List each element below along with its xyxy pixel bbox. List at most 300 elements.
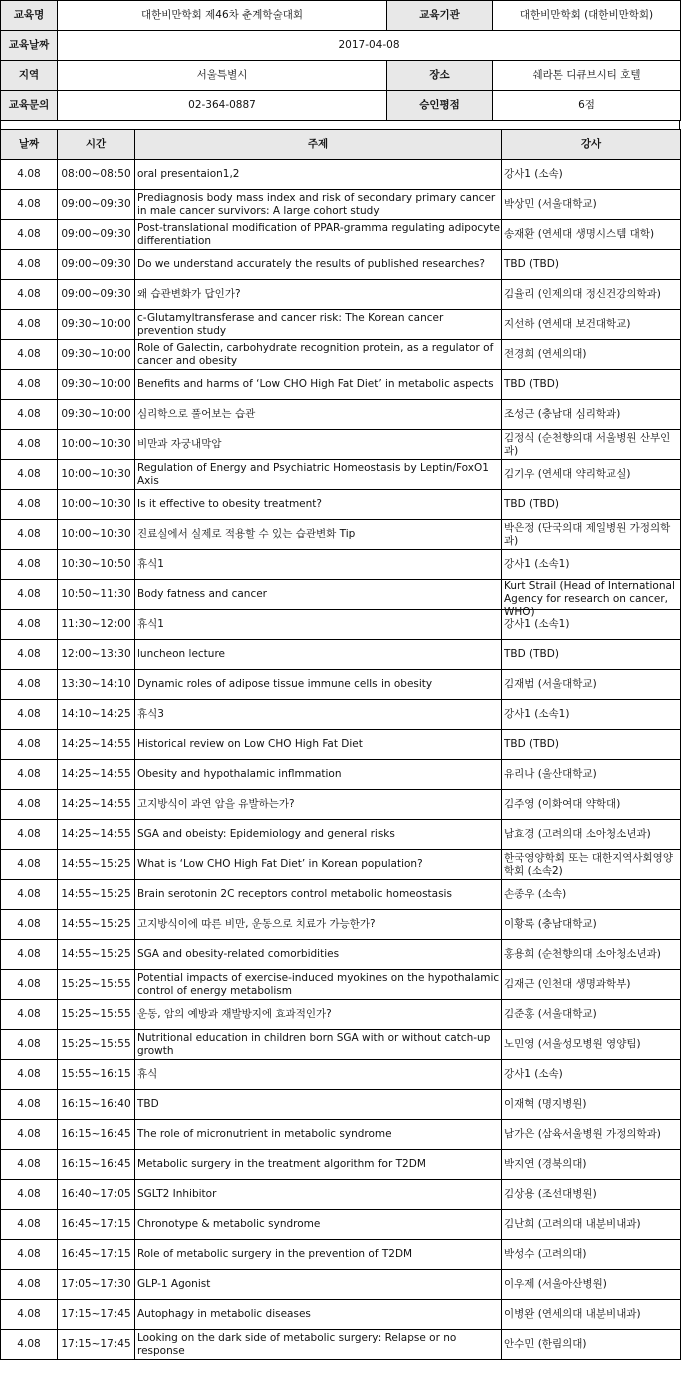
- session-date: [1, 400, 58, 430]
- session-time: [58, 400, 135, 430]
- session-time-text: 09:30~10:00: [61, 348, 131, 360]
- session-topic: [135, 1300, 502, 1330]
- session-speaker-text: TBD (TBD): [504, 648, 559, 660]
- session-speaker: [502, 910, 681, 940]
- session-date-text: 4.08: [17, 1278, 41, 1290]
- session-date: [1, 1180, 58, 1210]
- table-row: [1, 490, 681, 520]
- schedule-table: [0, 129, 681, 1360]
- session-time-text: 12:00~13:30: [61, 648, 131, 660]
- session-date: [1, 580, 58, 610]
- session-date: [1, 610, 58, 640]
- session-speaker-text: 김재근 (인천대 생명과학부): [504, 978, 631, 990]
- table-row: [1, 1180, 681, 1210]
- session-time: [58, 250, 135, 280]
- credits-label: 승인평점: [387, 91, 493, 121]
- session-date: [1, 1300, 58, 1330]
- session-date-text: 4.08: [17, 378, 41, 390]
- header-topic: 주제: [135, 130, 502, 160]
- session-date-text: 4.08: [17, 948, 41, 960]
- session-date-text: 4.08: [17, 858, 41, 870]
- session-date-text: 4.08: [17, 738, 41, 750]
- session-time-text: 16:15~16:45: [61, 1128, 131, 1140]
- header-time: 시간: [58, 130, 135, 160]
- venue-label: 장소: [387, 61, 493, 91]
- session-topic: [135, 340, 502, 370]
- session-time-text: 10:00~10:30: [61, 468, 131, 480]
- session-speaker-text: 김주영 (이화여대 약학대): [504, 798, 621, 810]
- session-speaker-text: 이병완 (연세의대 내분비내과): [504, 1308, 641, 1320]
- session-topic-text: 휴식1: [137, 618, 164, 630]
- session-speaker-text: TBD (TBD): [504, 498, 559, 510]
- table-row: [1, 610, 681, 640]
- session-speaker: [502, 490, 681, 520]
- session-topic-text: GLP-1 Agonist: [137, 1278, 211, 1290]
- table-row: [1, 1240, 681, 1270]
- session-time: [58, 820, 135, 850]
- table-row: [1, 250, 681, 280]
- session-time-text: 14:25~14:55: [61, 798, 131, 810]
- table-row: [1, 760, 681, 790]
- session-date-text: 4.08: [17, 258, 41, 270]
- session-topic: [135, 1000, 502, 1030]
- session-topic: [135, 970, 502, 1000]
- table-row: [1, 550, 681, 580]
- session-time-text: 11:30~12:00: [61, 618, 131, 630]
- session-date-text: 4.08: [17, 918, 41, 930]
- table-row: [1, 700, 681, 730]
- session-time: [58, 340, 135, 370]
- session-date-text: 4.08: [17, 768, 41, 780]
- session-topic-text: Body fatness and cancer: [137, 588, 267, 600]
- session-speaker-text: 남효경 (고려의대 소아청소년과): [504, 828, 651, 840]
- session-date-text: 4.08: [17, 408, 41, 420]
- session-topic: [135, 490, 502, 520]
- session-time: [58, 370, 135, 400]
- session-time: [58, 910, 135, 940]
- session-topic: [135, 430, 502, 460]
- table-row: [1, 850, 681, 880]
- session-time-text: 14:55~15:25: [61, 888, 131, 900]
- session-date-text: 4.08: [17, 1248, 41, 1260]
- session-time-text: 17:15~17:45: [61, 1308, 131, 1320]
- session-date: [1, 640, 58, 670]
- session-topic-text: SGA and obesity-related comorbidities: [137, 948, 340, 960]
- table-row: [1, 340, 681, 370]
- session-date: [1, 700, 58, 730]
- session-time-text: 15:25~15:55: [61, 1008, 131, 1020]
- session-time: [58, 280, 135, 310]
- session-topic-text: Potential impacts of exercise-induced myokines on the hypothalamic control of energy metabolism: [137, 971, 500, 997]
- session-topic-text: Metabolic surgery in the treatment algorithm for T2DM: [137, 1158, 426, 1170]
- session-speaker: [502, 820, 681, 850]
- session-date-text: 4.08: [17, 828, 41, 840]
- session-speaker: [502, 700, 681, 730]
- session-time-text: 17:15~17:45: [61, 1338, 131, 1350]
- session-time: [58, 1240, 135, 1270]
- session-topic-text: Chronotype & metabolic syndrome: [137, 1218, 321, 1230]
- session-speaker-text: 김율리 (인제의대 정신건강의학과): [504, 288, 661, 300]
- table-row: [1, 1030, 681, 1060]
- session-date-text: 4.08: [17, 888, 41, 900]
- session-speaker: [502, 460, 681, 490]
- table-row: [1, 430, 681, 460]
- session-speaker: [502, 1240, 681, 1270]
- session-date-text: 4.08: [17, 1308, 41, 1320]
- session-speaker-text: 김상용 (조선대병원): [504, 1188, 597, 1200]
- session-date: [1, 760, 58, 790]
- session-speaker: [502, 850, 681, 880]
- session-topic-text: SGLT2 Inhibitor: [137, 1188, 217, 1200]
- session-speaker: [502, 250, 681, 280]
- session-date-text: 4.08: [17, 1068, 41, 1080]
- session-topic: [135, 1060, 502, 1090]
- session-time-text: 09:30~10:00: [61, 408, 131, 420]
- table-row: [1, 1000, 681, 1030]
- session-speaker: [502, 1120, 681, 1150]
- session-topic-text: The role of micronutrient in metabolic syndrome: [137, 1128, 392, 1140]
- course-name-label: 교육명: [1, 1, 58, 31]
- session-time: [58, 1030, 135, 1060]
- table-row: [1, 670, 681, 700]
- session-time-text: 10:00~10:30: [61, 498, 131, 510]
- session-topic: [135, 940, 502, 970]
- session-time-text: 09:00~09:30: [61, 288, 131, 300]
- session-topic: [135, 1030, 502, 1060]
- session-time-text: 10:30~10:50: [61, 558, 131, 570]
- session-topic: [135, 790, 502, 820]
- session-topic-text: Is it effective to obesity treatment?: [137, 498, 322, 510]
- session-time: [58, 520, 135, 550]
- region-label: 지역: [1, 61, 58, 91]
- session-time-text: 15:25~15:55: [61, 1038, 131, 1050]
- table-row: [1, 940, 681, 970]
- session-time: [58, 580, 135, 610]
- session-speaker-text: 강사1 (소속1): [504, 558, 570, 570]
- session-speaker: [502, 1330, 681, 1360]
- session-topic: [135, 730, 502, 760]
- session-time: [58, 160, 135, 190]
- session-speaker-text: 김재범 (서울대학교): [504, 678, 597, 690]
- table-row: [1, 1330, 681, 1360]
- session-speaker-text: 전경희 (연세의대): [504, 348, 587, 360]
- session-topic: [135, 250, 502, 280]
- session-time: [58, 1300, 135, 1330]
- session-time-text: 16:45~17:15: [61, 1218, 131, 1230]
- contact-value: 02-364-0887: [58, 91, 387, 121]
- table-row: [1, 1060, 681, 1090]
- session-topic: [135, 880, 502, 910]
- date-label: 교육날짜: [1, 31, 58, 61]
- table-row: [1, 1120, 681, 1150]
- session-time: [58, 880, 135, 910]
- session-date-text: 4.08: [17, 1338, 41, 1350]
- session-time: [58, 610, 135, 640]
- session-date-text: 4.08: [17, 1008, 41, 1020]
- session-speaker-text: 강사1 (소속): [504, 168, 563, 180]
- table-row: [1, 520, 681, 550]
- session-date: [1, 820, 58, 850]
- session-date: [1, 1030, 58, 1060]
- session-speaker-text: 김준홍 (서울대학교): [504, 1008, 597, 1020]
- session-speaker: [502, 640, 681, 670]
- session-topic-text: Autophagy in metabolic diseases: [137, 1308, 311, 1320]
- session-topic: [135, 1180, 502, 1210]
- session-topic: [135, 700, 502, 730]
- session-topic-text: Dynamic roles of adipose tissue immune cells in obesity: [137, 678, 433, 690]
- session-speaker-text: 손종우 (소속): [504, 888, 567, 900]
- session-speaker-text: 박상민 (서울대학교): [504, 198, 597, 210]
- session-time-text: 10:00~10:30: [61, 438, 131, 450]
- table-row: [1, 790, 681, 820]
- session-time-text: 17:05~17:30: [61, 1278, 131, 1290]
- session-speaker: [502, 730, 681, 760]
- session-date: [1, 550, 58, 580]
- session-speaker: [502, 1090, 681, 1120]
- session-speaker-text: TBD (TBD): [504, 258, 559, 270]
- session-speaker-text: 박은정 (단국의대 제일병원 가정의학과): [504, 521, 671, 547]
- session-date: [1, 430, 58, 460]
- session-time-text: 14:55~15:25: [61, 858, 131, 870]
- session-topic: [135, 610, 502, 640]
- session-time-text: 09:00~09:30: [61, 228, 131, 240]
- session-speaker-text: 박지연 (경북의대): [504, 1158, 587, 1170]
- session-topic-text: Prediagnosis body mass index and risk of secondary primary cancer in male cancer survivors: A large cohort study: [137, 191, 496, 217]
- session-date-text: 4.08: [17, 348, 41, 360]
- session-date: [1, 220, 58, 250]
- session-date-text: 4.08: [17, 1158, 41, 1170]
- session-time: [58, 970, 135, 1000]
- session-time: [58, 190, 135, 220]
- session-speaker: [502, 1060, 681, 1090]
- session-speaker-text: 박성수 (고려의대): [504, 1248, 587, 1260]
- session-date-text: 4.08: [17, 1128, 41, 1140]
- table-row: [1, 640, 681, 670]
- session-topic-text: Brain serotonin 2C receptors control metabolic homeostasis: [137, 888, 452, 900]
- session-topic: [135, 1210, 502, 1240]
- session-date-text: 4.08: [17, 588, 41, 600]
- session-time: [58, 550, 135, 580]
- session-date-text: 4.08: [17, 1098, 41, 1110]
- session-date-text: 4.08: [17, 1218, 41, 1230]
- session-speaker: [502, 190, 681, 220]
- session-speaker: [502, 550, 681, 580]
- date-value: 2017-04-08: [58, 31, 681, 61]
- session-speaker-text: 송재환 (연세대 생명시스템 대학): [504, 228, 655, 240]
- session-speaker: [502, 520, 681, 550]
- session-topic-text: SGA and obeisty: Epidemiology and general risks: [137, 828, 395, 840]
- session-topic: [135, 1090, 502, 1120]
- credits-value: 6점: [493, 91, 681, 121]
- venue-value: 쉐라톤 디큐브시티 호텔: [493, 61, 681, 91]
- session-speaker-text: TBD (TBD): [504, 738, 559, 750]
- session-time: [58, 1210, 135, 1240]
- session-speaker-text: 한국영양학회 또는 대한지역사회영양학회 (소속2): [504, 851, 673, 877]
- session-date-text: 4.08: [17, 318, 41, 330]
- table-row: [1, 580, 681, 610]
- session-time-text: 15:55~16:15: [61, 1068, 131, 1080]
- session-topic-text: c-Glutamyltransferase and cancer risk: The Korean cancer prevention study: [137, 311, 444, 337]
- session-topic: [135, 400, 502, 430]
- session-speaker: [502, 580, 681, 618]
- session-topic-text: TBD: [137, 1098, 159, 1110]
- session-time: [58, 220, 135, 250]
- session-date-text: 4.08: [17, 498, 41, 510]
- session-speaker: [502, 370, 681, 400]
- session-topic-text: 심리학으로 풀어보는 습관: [137, 408, 256, 420]
- session-speaker: [502, 430, 681, 460]
- session-topic-text: Regulation of Energy and Psychiatric Homeostasis by Leptin/FoxO1 Axis: [137, 461, 489, 487]
- session-time: [58, 1120, 135, 1150]
- session-topic: [135, 1120, 502, 1150]
- session-topic: [135, 370, 502, 400]
- session-topic: [135, 460, 502, 490]
- table-row: [1, 190, 681, 220]
- session-time-text: 16:15~16:45: [61, 1158, 131, 1170]
- session-topic: [135, 1270, 502, 1300]
- session-time: [58, 1090, 135, 1120]
- session-date-text: 4.08: [17, 648, 41, 660]
- session-speaker: [502, 1270, 681, 1300]
- session-topic-text: oral presentaion1,2: [137, 168, 240, 180]
- session-time-text: 15:25~15:55: [61, 978, 131, 990]
- session-topic-text: Role of metabolic surgery in the prevention of T2DM: [137, 1248, 413, 1260]
- session-speaker-text: 노민영 (서울성모병원 영양팀): [504, 1038, 641, 1050]
- session-speaker: [502, 760, 681, 790]
- table-row: [1, 400, 681, 430]
- session-time: [58, 1060, 135, 1090]
- session-topic: [135, 280, 502, 310]
- session-date: [1, 790, 58, 820]
- session-speaker-text: 김정식 (순천향의대 서울병원 산부인과): [504, 431, 671, 457]
- session-time: [58, 1270, 135, 1300]
- table-row: [1, 820, 681, 850]
- session-topic-text: 고지방식이에 따른 비만, 운동으로 치료가 가능한가?: [137, 918, 376, 930]
- session-speaker: [502, 1180, 681, 1210]
- session-date: [1, 880, 58, 910]
- session-speaker-text: TBD (TBD): [504, 378, 559, 390]
- session-date: [1, 370, 58, 400]
- session-time-text: 14:25~14:55: [61, 738, 131, 750]
- table-row: [1, 880, 681, 910]
- session-date-text: 4.08: [17, 708, 41, 720]
- table-spacer: [0, 121, 680, 129]
- session-speaker-text: 김기우 (연세대 약리학교실): [504, 468, 631, 480]
- session-time: [58, 730, 135, 760]
- session-time: [58, 940, 135, 970]
- session-speaker: [502, 1300, 681, 1330]
- session-speaker-text: 안수민 (한림의대): [504, 1338, 587, 1350]
- session-speaker: [502, 340, 681, 370]
- session-time: [58, 490, 135, 520]
- table-row: [1, 1300, 681, 1330]
- session-topic-text: Nutritional education in children born SGA with or without catch-up growth: [137, 1031, 491, 1057]
- session-speaker: [502, 1210, 681, 1240]
- session-topic: [135, 1150, 502, 1180]
- session-time-text: 14:55~15:25: [61, 918, 131, 930]
- session-date: [1, 1270, 58, 1300]
- table-row: [1, 160, 681, 190]
- session-topic: [135, 670, 502, 700]
- table-row: [1, 910, 681, 940]
- table-row: [1, 1090, 681, 1120]
- table-row: [1, 970, 681, 1000]
- session-speaker-text: 이우제 (서울아산병원): [504, 1278, 607, 1290]
- table-row: [1, 220, 681, 250]
- session-speaker-text: 강사1 (소속1): [504, 618, 570, 630]
- session-time-text: 16:40~17:05: [61, 1188, 131, 1200]
- session-date-text: 4.08: [17, 198, 41, 210]
- session-speaker-text: 이황록 (충남대학교): [504, 918, 597, 930]
- session-speaker: [502, 1030, 681, 1060]
- session-date: [1, 190, 58, 220]
- session-time: [58, 760, 135, 790]
- session-topic-text: 휴식3: [137, 708, 164, 720]
- header-date: 날짜: [1, 130, 58, 160]
- header-speaker: 강사: [502, 130, 681, 160]
- session-speaker-text: 지선하 (연세대 보건대학교): [504, 318, 631, 330]
- session-time: [58, 1000, 135, 1030]
- session-time: [58, 790, 135, 820]
- session-topic: [135, 1330, 502, 1360]
- session-time-text: 10:50~11:30: [61, 588, 131, 600]
- session-time: [58, 430, 135, 460]
- session-speaker: [502, 790, 681, 820]
- session-date: [1, 1120, 58, 1150]
- session-date-text: 4.08: [17, 978, 41, 990]
- session-speaker-text: 홍용희 (순천향의대 소아청소년과): [504, 948, 661, 960]
- session-speaker: [502, 880, 681, 910]
- session-speaker-text: 강사1 (소속): [504, 1068, 563, 1080]
- session-date-text: 4.08: [17, 618, 41, 630]
- session-topic: [135, 190, 502, 220]
- session-date: [1, 160, 58, 190]
- session-date: [1, 730, 58, 760]
- session-date-text: 4.08: [17, 798, 41, 810]
- session-speaker: [502, 220, 681, 250]
- session-date: [1, 250, 58, 280]
- session-topic-text: Post-translational modification of PPAR-gramma regulating adipocyte differentiation: [137, 221, 500, 247]
- session-topic-text: Historical review on Low CHO High Fat Diet: [137, 738, 363, 750]
- session-topic-text: 비만과 자궁내막암: [137, 438, 222, 450]
- session-topic-text: 왜 습관변화가 답인가?: [137, 288, 241, 300]
- session-date-text: 4.08: [17, 228, 41, 240]
- session-topic-text: 진료실에서 실제로 적용할 수 있는 습관변화 Tip: [137, 528, 356, 540]
- session-time-text: 09:00~09:30: [61, 198, 131, 210]
- session-topic: [135, 580, 502, 610]
- session-topic-text: 운동, 암의 예방과 재발방지에 효과적인가?: [137, 1008, 332, 1020]
- session-time-text: 09:30~10:00: [61, 378, 131, 390]
- session-date: [1, 1060, 58, 1090]
- session-time: [58, 1330, 135, 1360]
- session-date-text: 4.08: [17, 678, 41, 690]
- table-row: [1, 310, 681, 340]
- session-topic: [135, 820, 502, 850]
- session-date: [1, 670, 58, 700]
- table-row: [1, 730, 681, 760]
- session-date: [1, 970, 58, 1000]
- session-topic-text: Role of Galectin, carbohydrate recognition protein, as a regulator of cancer and obesity: [137, 341, 494, 367]
- session-topic-text: 휴식: [137, 1068, 158, 1080]
- session-date: [1, 1330, 58, 1360]
- session-time-text: 14:25~14:55: [61, 768, 131, 780]
- session-date: [1, 940, 58, 970]
- session-topic: [135, 220, 502, 250]
- session-speaker-text: 남가은 (삼육서울병원 가정의학과): [504, 1128, 661, 1140]
- session-topic-text: Looking on the dark side of metabolic surgery: Relapse or no response: [137, 1331, 457, 1357]
- session-time-text: 13:30~14:10: [61, 678, 131, 690]
- session-date: [1, 850, 58, 880]
